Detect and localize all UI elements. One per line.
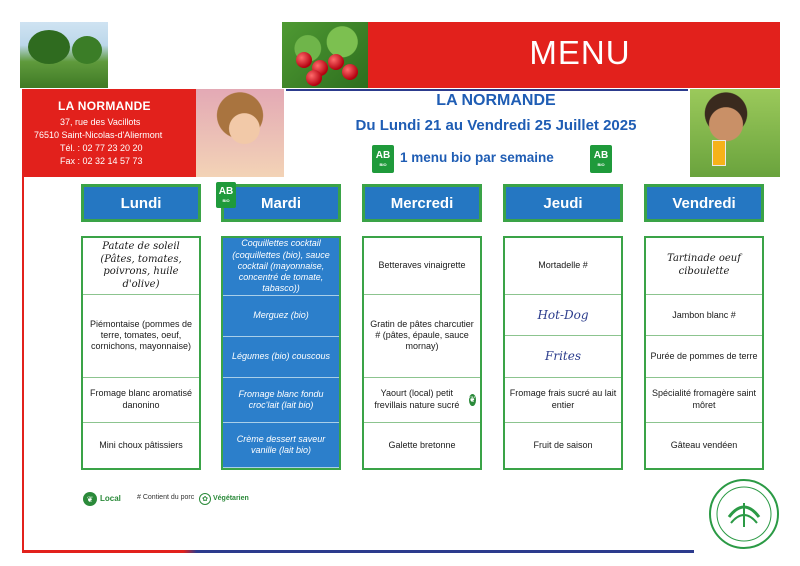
menu-item: Crème dessert saveur vanille (lait bio): [223, 423, 339, 468]
legend-pork: # Contient du porc: [137, 494, 195, 501]
cherries-photo: [282, 22, 368, 88]
left-accent-line: [22, 177, 24, 551]
menu-item: Piémontaise (pommes de terre, tomates, oeuf, cornichons, mayonnaise): [83, 295, 199, 378]
menu-item: Gâteau vendéen: [670, 439, 738, 450]
leaf-icon: ❦: [83, 492, 97, 506]
address-line-2: 76510 Saint-Nicolas-d'Aliermont: [34, 130, 163, 140]
menu-item: Fromage blanc aromatisé danonino: [83, 378, 199, 423]
leaf-icon: ❦: [468, 394, 476, 404]
boy-photo: [690, 89, 780, 177]
column-mercredi: [362, 236, 482, 470]
menu-item: Coquillettes cocktail (coquillettes (bio), sauce cocktail (mayonnaise, concentré de tomate, tabasco)): [223, 238, 339, 296]
column-mardi: [221, 236, 341, 470]
bio-note: 1 menu bio par semaine: [400, 150, 554, 165]
column-lundi: [81, 236, 201, 470]
menu-item: Fruit de saison: [533, 439, 593, 450]
menu-item-with-local: [364, 378, 480, 423]
center-restaurant-name: LA NORMANDE: [436, 92, 556, 109]
ab-bio-icon: AB BIO: [372, 145, 394, 173]
column-jeudi: [503, 236, 623, 470]
day-header-vendredi: Vendredi: [644, 184, 764, 222]
menu-item: Fromage frais sucré au lait entier: [505, 378, 621, 423]
menu-item: Patate de soleil (Pâtes, tomates, poivrons, huile d'olive): [83, 238, 199, 295]
day-header-jeudi: Jeudi: [503, 184, 623, 222]
legend-local: Local: [100, 494, 121, 503]
restaurant-name: LA NORMANDE: [58, 99, 151, 113]
park-photo: [20, 22, 108, 88]
menu-item: Frites: [505, 336, 621, 377]
menu-item: Galette bretonne: [388, 439, 456, 450]
la-normande-logo-icon: [707, 477, 781, 551]
menu-dates: Du Lundi 21 au Vendredi 25 Juillet 2025: [355, 117, 637, 134]
menu-item: Fromage blanc fondu croc'lait (lait bio): [223, 378, 339, 423]
menu-item: Betteraves vinaigrette: [364, 238, 480, 295]
day-header-mercredi: Mercredi: [362, 184, 482, 222]
ab-bio-icon-right: AB BIO: [590, 145, 612, 173]
girl-photo: [196, 89, 284, 177]
juice-glass-icon: [712, 140, 726, 166]
menu-item: Merguez (bio): [223, 296, 339, 337]
menu-item: Yaourt (local) petit frevillais nature sucré: [374, 388, 460, 410]
ab-bio-icon-mardi: AB BIO: [216, 182, 236, 208]
menu-item: Légumes (bio) couscous: [223, 337, 339, 378]
veggie-icon: ✿: [199, 493, 211, 505]
menu-item: Spécialité fromagère saint môret: [646, 378, 762, 423]
day-header-mardi: Mardi: [221, 184, 341, 222]
menu-item: Mini choux pâtissiers: [99, 439, 183, 450]
column-vendredi: [644, 236, 764, 470]
fax-number: Fax : 02 32 14 57 73: [60, 156, 143, 166]
legend-vegetarian: Végétarien: [213, 495, 249, 502]
menu-item: Mortadelle #: [505, 238, 621, 295]
restaurant-info-block: [22, 89, 218, 177]
address-line-1: 37, rue des Vacillots: [60, 117, 141, 127]
bottom-accent-line: [22, 550, 694, 553]
menu-item: Purée de pommes de terre: [646, 336, 762, 377]
menu-item: Hot-Dog: [505, 295, 621, 336]
menu-item: Jambon blanc #: [646, 295, 762, 336]
phone-number: Tél. : 02 77 23 20 20: [60, 143, 143, 153]
menu-item: Gratin de pâtes charcutier # (pâtes, épaule, sauce mornay): [364, 295, 480, 378]
day-header-lundi: Lundi: [81, 184, 201, 222]
menu-item: Tartinade oeuf ciboulette: [646, 238, 762, 295]
menu-title: MENU: [529, 34, 631, 71]
